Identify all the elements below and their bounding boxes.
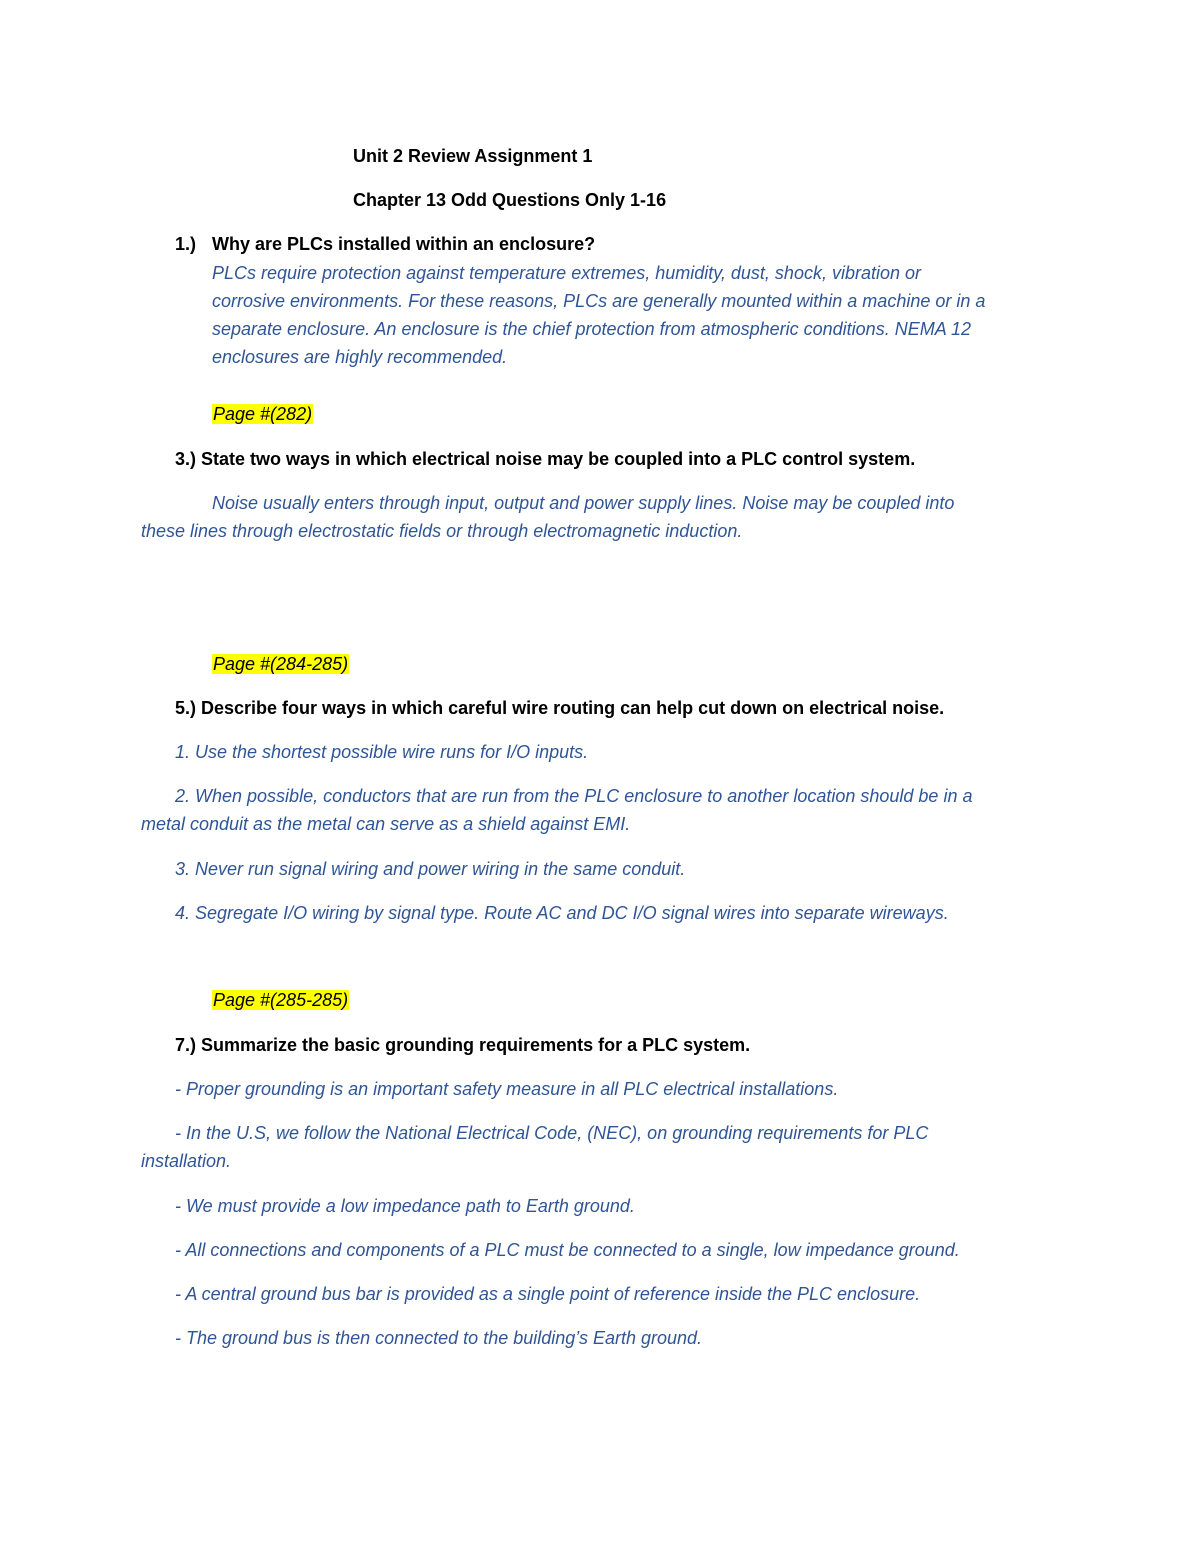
answer-1-line: enclosures are highly recommended. <box>212 347 508 367</box>
answer-7-item: - Proper grounding is an important safety measure in all PLC electrical installations. <box>175 1079 839 1099</box>
question-1-number: 1.) <box>175 234 197 254</box>
page-reference-3-text: Page #(284-285) <box>213 654 349 674</box>
answer-1-line: PLCs require protection against temperature extremes, humidity, dust, shock, vibration or <box>212 263 921 283</box>
answer-1-line: corrosive environments. For these reasons, PLCs are generally mounted within a machine or in a <box>212 291 986 311</box>
answer-3-line: these lines through electrostatic fields or through electromagnetic induction. <box>141 521 743 541</box>
answer-5-item: 3. Never run signal wiring and power wiring in the same conduit. <box>175 859 686 879</box>
answer-1-line: separate enclosure. An enclosure is the chief protection from atmospheric conditions. NEMA 12 <box>212 319 972 339</box>
question-5-text: 5.) Describe four ways in which careful wire routing can help cut down on electrical noise. <box>175 698 945 718</box>
answer-7-item: - The ground bus is then connected to the building’s Earth ground. <box>175 1328 703 1348</box>
page-reference-5 <box>212 988 349 1012</box>
question-7-text: 7.) Summarize the basic grounding requirements for a PLC system. <box>175 1035 751 1055</box>
answer-5-item: 2. When possible, conductors that are run from the PLC enclosure to another location should be in a <box>175 786 973 806</box>
answer-7-item: - We must provide a low impedance path to Earth ground. <box>175 1196 635 1216</box>
page-reference-1 <box>212 402 313 426</box>
answer-5-item: 4. Segregate I/O wiring by signal type. Route AC and DC I/O signal wires into separate wireways. <box>175 903 949 923</box>
document-subtitle: Chapter 13 Odd Questions Only 1-16 <box>353 190 667 210</box>
answer-7-item: - A central ground bus bar is provided as a single point of reference inside the PLC enclosure. <box>175 1284 921 1304</box>
answer-7-item: - All connections and components of a PLC must be connected to a single, low impedance ground. <box>175 1240 960 1260</box>
document-title: Unit 2 Review Assignment 1 <box>353 146 593 166</box>
answer-5-item: metal conduit as the metal can serve as a shield against EMI. <box>141 814 631 834</box>
page-reference-5-text: Page #(285-285) <box>213 990 349 1010</box>
page-reference-1-text: Page #(282) <box>213 404 313 424</box>
answer-7-item: - In the U.S, we follow the National Electrical Code, (NEC), on grounding requirements for PLC <box>175 1123 929 1143</box>
question-1-text: Why are PLCs installed within an enclosure? <box>212 234 596 254</box>
page-reference-3 <box>212 652 349 676</box>
answer-3-line: Noise usually enters through input, output and power supply lines. Noise may be coupled into <box>212 493 955 513</box>
answer-7-item: installation. <box>141 1151 232 1171</box>
question-3-text: 3.) State two ways in which electrical noise may be coupled into a PLC control system. <box>175 449 916 469</box>
answer-5-item: 1. Use the shortest possible wire runs for I/O inputs. <box>175 742 589 762</box>
